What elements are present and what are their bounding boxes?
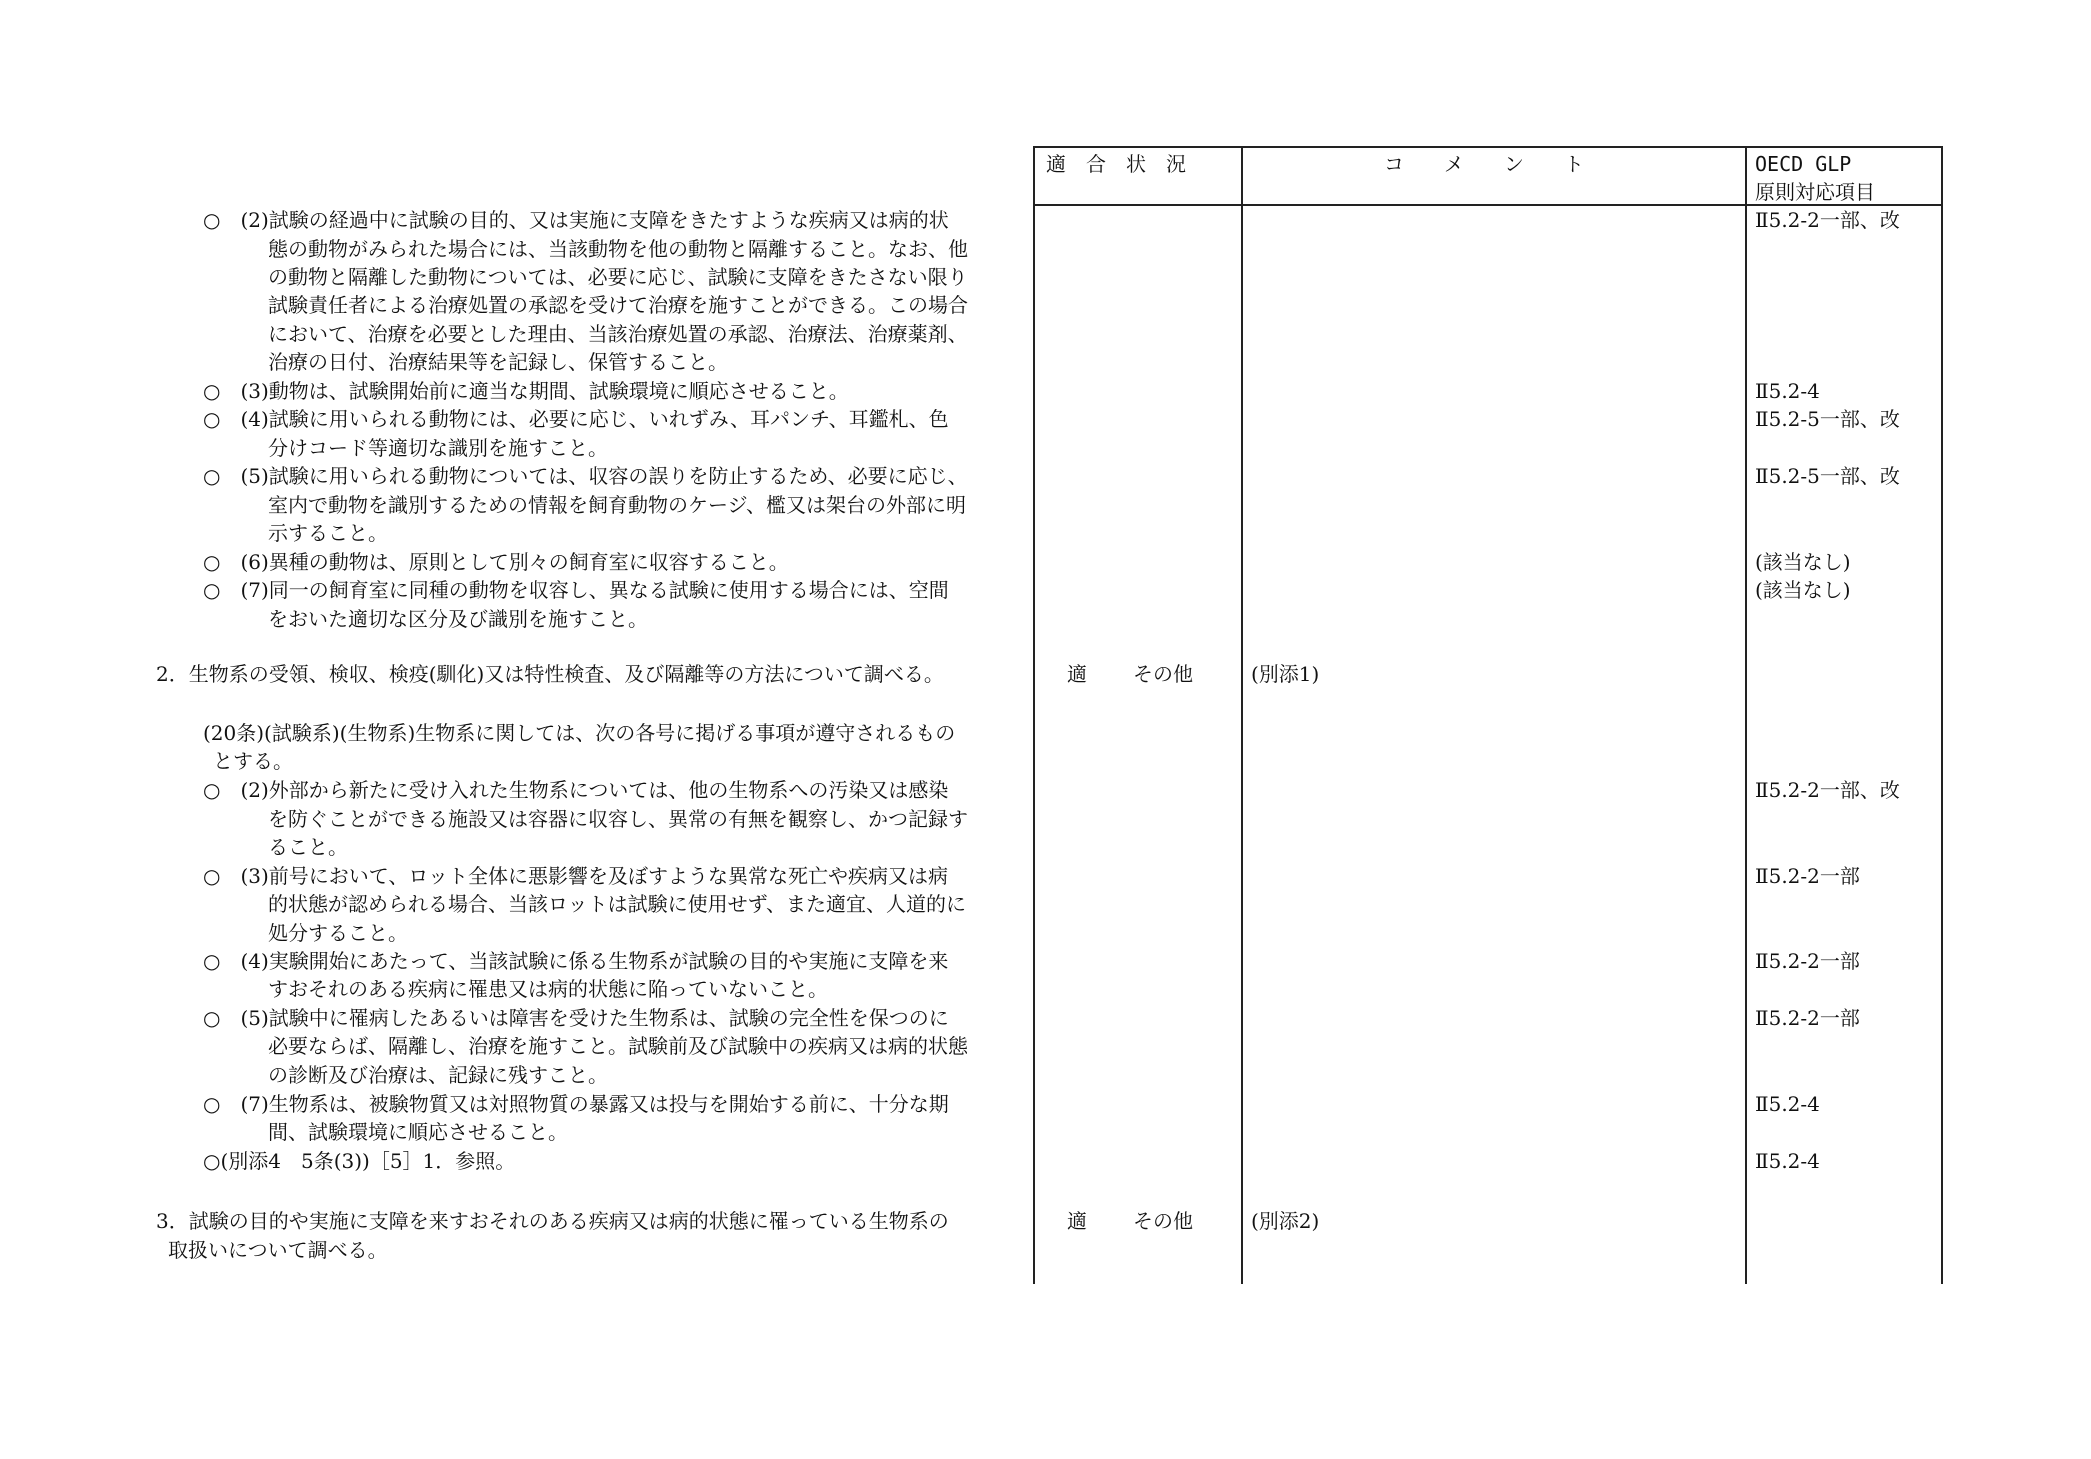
oecd-ref-item7: (該当なし) xyxy=(1755,578,1851,602)
section2-heading: 2．生物系の受領、検収、検疫(馴化)又は特性検査、及び隔離等の方法について調べる。 xyxy=(156,662,944,686)
b2-line1: ○ (2)外部から新たに受け入れた生物系については、他の生物系への汚染又は感染 xyxy=(203,778,949,802)
b3-line3: 処分すること。 xyxy=(268,921,408,945)
conformity-fit-s2: 適 xyxy=(1067,662,1087,686)
item3-line: ○ (3)動物は、試験開始前に適当な期間、試験環境に順応させること。 xyxy=(203,379,849,403)
oecd-ref-b5: Ⅱ5.2-2一部 xyxy=(1755,1006,1860,1030)
comment-s2: (別添1) xyxy=(1251,662,1320,686)
b7-line1: ○ (7)生物系は、被験物質又は対照物質の暴露又は投与を開始する前に、十分な期 xyxy=(203,1092,949,1116)
conformity-other-s2: その他 xyxy=(1133,662,1193,686)
oecd-ref-b3: Ⅱ5.2-2一部 xyxy=(1755,864,1860,888)
conformity-fit-s3: 適 xyxy=(1067,1209,1087,1233)
item5-line1: ○ (5)試験に用いられる動物については、収容の誤りを防止するため、必要に応じ、 xyxy=(203,464,968,488)
oecd-ref-ref: Ⅱ5.2-4 xyxy=(1755,1149,1820,1173)
header-oecd-line1: OECD GLP xyxy=(1755,152,1852,176)
item2-line3: の動物と隔離した動物については、必要に応じ、試験に支障をきたさない限り xyxy=(268,265,968,289)
oecd-ref-item2: Ⅱ5.2-2一部、改 xyxy=(1755,208,1900,232)
item7-line1: ○ (7)同一の飼育室に同種の動物を収容し、異なる試験に使用する場合には、空間 xyxy=(203,578,949,602)
art20-line2: とする。 xyxy=(213,749,293,773)
item4-line2: 分けコード等適切な識別を施すこと。 xyxy=(268,436,608,460)
b5-line2: 必要ならば、隔離し、治療を施すこと。試験前及び試験中の疾病又は病的状態 xyxy=(268,1034,968,1058)
header-oecd-line2: 原則対応項目 xyxy=(1755,180,1875,204)
section3-line2: 取扱いについて調べる。 xyxy=(168,1238,388,1262)
b2-line3: ること。 xyxy=(268,835,348,859)
item5-line2: 室内で動物を識別するための情報を飼育動物のケージ、檻又は架台の外部に明 xyxy=(268,493,966,517)
oecd-ref-item6: (該当なし) xyxy=(1755,550,1851,574)
item2-line1: ○ (2)試験の経過中に試験の目的、又は実施に支障をきたすような疾病又は病的状 xyxy=(203,208,949,232)
item2-line6: 治療の日付、治療結果等を記録し、保管すること。 xyxy=(268,350,728,374)
item5-line3: 示すること。 xyxy=(268,521,388,545)
oecd-ref-b2: Ⅱ5.2-2一部、改 xyxy=(1755,778,1900,802)
item2-line2: 態の動物がみられた場合には、当該動物を他の動物と隔離すること。なお、他 xyxy=(268,237,968,261)
b2-line2: を防ぐことができる施設又は容器に収容し、異常の有無を観察し、かつ記録す xyxy=(268,807,968,831)
oecd-ref-b4: Ⅱ5.2-2一部 xyxy=(1755,949,1860,973)
art20-line1: (20条)(試験系)(生物系)生物系に関しては、次の各号に掲げる事項が遵守されるもの xyxy=(203,721,956,745)
conformity-other-s3: その他 xyxy=(1133,1209,1193,1233)
item2-line5: において、治療を必要とした理由、当該治療処置の承認、治療法、治療薬剤、 xyxy=(268,322,968,346)
header-conformity: 適 合 状 況 xyxy=(1046,152,1186,176)
b3-line1: ○ (3)前号において、ロット全体に悪影響を及ぼすような異常な死亡や疾病又は病 xyxy=(203,864,948,888)
oecd-ref-item4: Ⅱ5.2-5一部、改 xyxy=(1755,407,1900,431)
b3-line2: 的状態が認められる場合、当該ロットは試験に使用せず、また適宜、人道的に xyxy=(268,892,966,916)
item4-line1: ○ (4)試験に用いられる動物には、必要に応じ、いれずみ、耳パンチ、耳鑑札、色 xyxy=(203,407,949,431)
table-right-border xyxy=(1941,146,1943,1284)
oecd-ref-item3: Ⅱ5.2-4 xyxy=(1755,379,1820,403)
b4-line1: ○ (4)実験開始にあたって、当該試験に係る生物系が試験の目的や実施に支障を来 xyxy=(203,949,949,973)
table-left-border xyxy=(1033,146,1035,1284)
b7-line2: 間、試験環境に順応させること。 xyxy=(268,1120,568,1144)
b5-line1: ○ (5)試験中に罹病したあるいは障害を受けた生物系は、試験の完全性を保つのに xyxy=(203,1006,949,1030)
comment-s3: (別添2) xyxy=(1251,1209,1320,1233)
b-ref-line: ○(別添4 5条(3))［5］1．参照。 xyxy=(203,1149,516,1173)
b4-line2: すおそれのある疾病に罹患又は病的状態に陥っていないこと。 xyxy=(268,977,828,1001)
column-divider-comment xyxy=(1745,146,1747,1284)
section3-line1: 3．試験の目的や実施に支障を来すおそれのある疾病又は病的状態に罹っている生物系の xyxy=(156,1209,949,1233)
item7-line2: をおいた適切な区分及び識別を施すこと。 xyxy=(268,607,648,631)
oecd-ref-b7: Ⅱ5.2-4 xyxy=(1755,1092,1820,1116)
header-comment: コ メ ン ト xyxy=(1384,152,1584,176)
table-top-border xyxy=(1033,146,1943,148)
b5-line3: の診断及び治療は、記録に残すこと。 xyxy=(268,1063,608,1087)
column-divider-conformity xyxy=(1241,146,1243,1284)
oecd-ref-item5: Ⅱ5.2-5一部、改 xyxy=(1755,464,1900,488)
item6-line: ○ (6)異種の動物は、原則として別々の飼育室に収容すること。 xyxy=(203,550,789,574)
item2-line4: 試験責任者による治療処置の承認を受けて治療を施すことができる。この場合 xyxy=(268,293,968,317)
